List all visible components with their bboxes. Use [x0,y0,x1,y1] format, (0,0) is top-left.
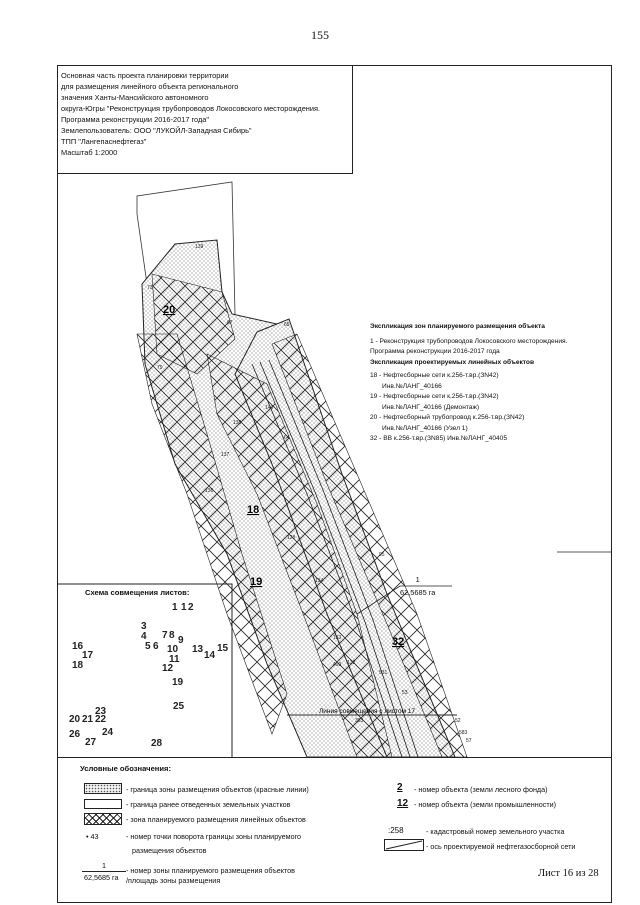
zone-number: 1 [415,575,420,584]
scheme-cell: 26 [69,729,81,740]
explication-item: 32 - ВВ к.256-т.вр.(ЗN85) Инв.№ЛАНГ_40405 [370,435,508,442]
point-number: 79 [157,365,163,371]
legend-point-example: • 43 [86,832,99,841]
scheme-cell: 4 [141,631,147,642]
legend-zone-example-top: 1 [102,861,106,870]
scheme-cell: 1 [172,602,178,613]
scheme-cell: 20 [69,714,81,725]
scheme-cell: 12 [162,663,174,674]
scheme-cell: 7 [162,630,168,641]
scheme-cell: 17 [82,650,94,661]
legend-hatch-swatch [84,813,122,825]
point-number: 128 [287,535,296,541]
sheet-number: Лист 16 из 28 [538,868,599,879]
scheme-cell: 15 [217,643,229,654]
legend-industry-number: 12 [397,798,409,809]
title-line: округа-Югры "Реконструкция трубопроводов Локосовского месторождения. [61,104,321,113]
scheme-cell: 14 [204,650,216,661]
legend-text: - кадастровый номер земельного участка [426,827,565,836]
explication-zone-title: Экспликация зон планируемого размещения объекта [370,323,545,330]
point-number: 67 [227,320,233,326]
scheme-cell: 2 [188,602,194,613]
legend-text: - граница зоны размещения объектов (красные линии) [126,785,309,794]
point-number: 64 [284,435,290,441]
scheme-cell: 16 [72,641,84,652]
scheme-cell: 3 [141,621,147,632]
explication-zone-line: Программа реконструкции 2016-2017 года [370,348,500,355]
point-number: 139 [195,244,204,250]
scheme-cell: 25 [173,701,185,712]
legend-point-number: 43 [90,832,99,841]
title-line: значения Ханты-Мансийского автономного [61,93,209,102]
scheme-cell: 28 [151,738,163,749]
scheme-cell: 1 [181,602,187,613]
legend-text: - ось проектируемой нефтегазосборной сети [426,842,576,851]
point-number: 52 [455,718,461,724]
tpp-line: ТПП "Лангепаснефтегаз" [61,137,147,146]
scheme-cell: 22 [95,714,107,725]
explication-item: Инв.№ЛАНГ_40166 [382,382,442,390]
legend-cadastral-number: :258 [388,826,404,835]
legend-title: Условные обозначения: [80,764,172,773]
point-number: 531 [379,670,388,676]
legend-text: - зона планируемого размещения линейных объектов [126,815,306,824]
point-number: 138 [233,420,242,426]
point-number: 57 [466,738,472,744]
scheme-cell: 11 [169,654,180,665]
scale-line: Масштаб 1:2000 [61,148,118,157]
point-number: 140 [265,405,274,411]
scheme-cell: 19 [172,677,184,688]
point-number: 134 [315,578,324,584]
planning-map [57,174,612,757]
legend-allotted-swatch [84,799,122,809]
point-number: 136 [205,488,214,494]
zone-area: 62,5685 га [400,588,436,597]
explication-zone-line: 1 - Реконструкция трубопроводов Локосовского месторождения. [370,337,568,345]
point-number: 383 [355,718,364,724]
legend-forest-number: 2 [397,782,403,793]
zone-area-label [400,573,435,599]
scheme-cell: 18 [72,660,84,671]
scheme-cell: 24 [102,727,114,738]
object-label-19: 19 [250,576,263,588]
scheme-cell: 21 [82,714,94,725]
legend-text: - номер объекта (земли лесного фонда) [414,785,548,794]
scheme-cell: 23 [95,706,107,717]
scheme-cell: 9 [178,635,184,646]
joint-line-label: Линия совмещения с листом 17 [319,708,416,715]
legend-text: /площадь зоны размещения [126,876,221,885]
title-line: Основная часть проекта планировки территории [61,71,229,80]
scheme-cell: 5 [145,641,151,652]
explication-item: 18 - Нефтесборные сети к.256-т.вр.(ЗN42) [370,372,499,379]
point-number: 133 [333,635,342,641]
legend-zone-example-bottom: 62,5685 га [84,873,119,882]
scheme-cell: 8 [169,630,175,641]
point-number: 53 [402,690,408,696]
page-number: 155 [311,28,329,42]
scheme-cell: 10 [167,644,179,655]
object-label-32: 32 [392,636,405,648]
point-number: 95 [379,552,385,558]
legend-text: - номер объекта (земли промышленности) [414,800,557,809]
scheme-title: Схема совмещения листов: [85,588,190,597]
point-number: 137 [221,452,230,458]
object-label-20: 20 [163,304,176,316]
scheme-frame [57,584,232,757]
explication-item: Инв.№ЛАНГ_40166 (Узел 1) [382,424,468,432]
point-number: 65 [284,322,290,328]
explication-item: 20 - Нефтесборный трубопровод к.256-т.вр.(ЗN42) [370,414,525,421]
explication-item: 19 - Нефтесборные сети к.256-т.вр.(ЗN42) [370,393,499,400]
point-number: 73 [147,285,153,291]
legend-axis-symbol [384,839,424,851]
scheme-cell: 27 [85,737,97,748]
explication-block [370,322,610,445]
legend-text: размещения объектов [132,846,207,855]
scheme-cell: 13 [192,644,204,655]
point-number: 499 [333,662,342,668]
legend-red-line-swatch [84,783,122,794]
title-block [57,65,353,174]
point-number: 583 [459,730,468,736]
object-label-18: 18 [247,504,260,516]
legend-zone-example-line [82,871,126,872]
scheme-cell: 6 [153,641,159,652]
title-line: Программа реконструкции 2016-2017 года" [61,115,210,124]
legend-text: - номер зоны планируемого размещения объектов [126,866,295,875]
land-user-line: Землепользователь: ООО "ЛУКОЙЛ-Западная Сибирь" [61,126,252,135]
legend-text: - номер точки поворота границы зоны планируемого [126,832,302,841]
legend-text: - граница ранее отведенных земельных участков [126,800,291,809]
point-number: 132 [347,660,356,666]
explication-objects-title: Экспликация проектируемых линейных объектов [370,358,535,366]
title-line: для размещения линейного объекта регионального [61,82,239,91]
explication-item: Инв.№ЛАНГ_40166 (Демонтаж) [382,403,480,411]
